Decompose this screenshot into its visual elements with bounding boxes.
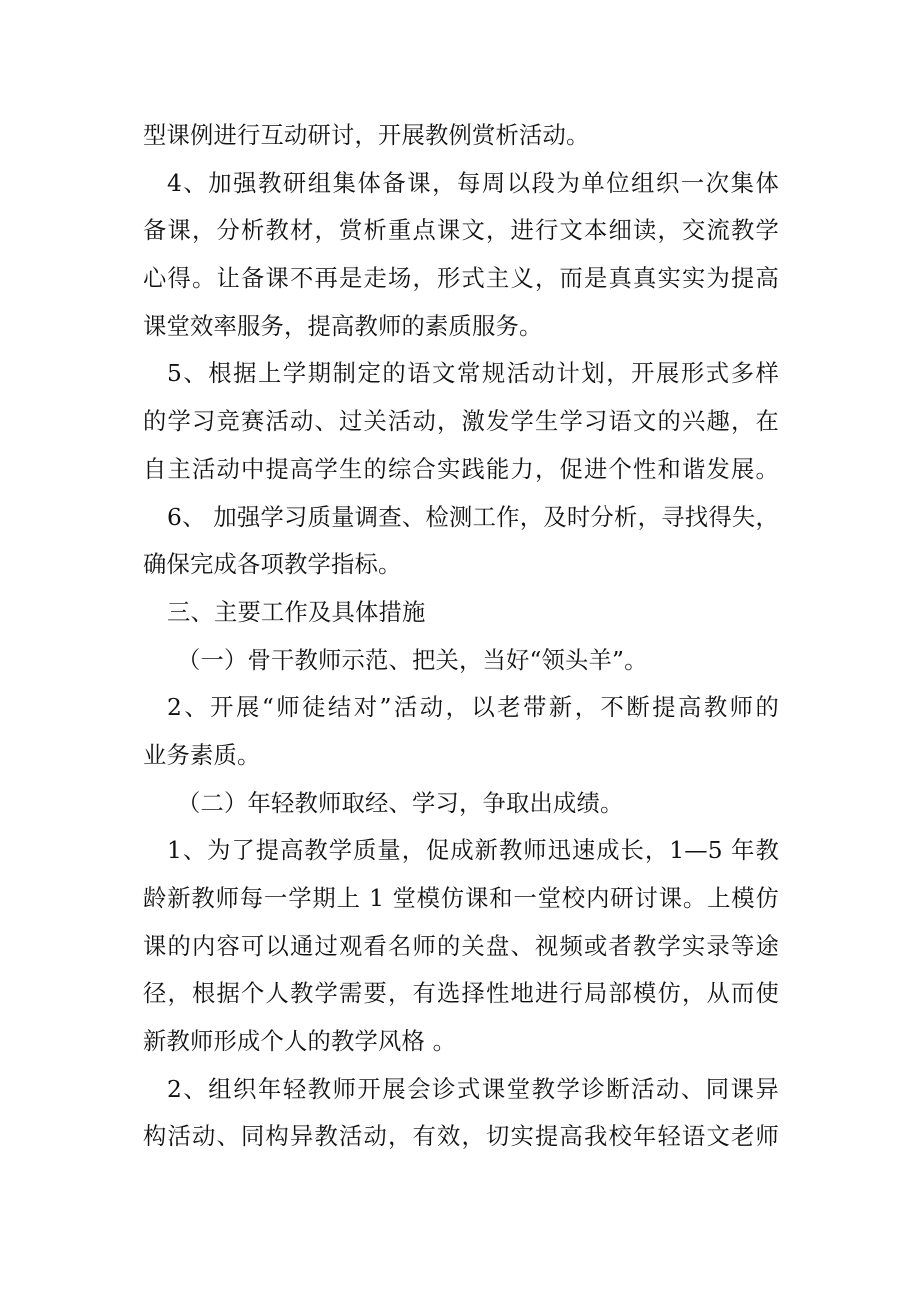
text-line: 自主活动中提高学生的综合实践能力，促进个性和谐发展。	[143, 455, 779, 483]
text-line: 课的内容可以通过观看名师的关盘、视频或者教学实录等途	[143, 932, 779, 960]
text-line: 的学习竞赛活动、过关活动，激发学生学习语文的兴趣，在	[143, 408, 779, 436]
text-line: 龄新教师每一学期上 1 堂模仿课和一堂校内研讨课。上模仿	[143, 885, 779, 912]
text-line: 6、 加强学习质量调查、检测工作，及时分析，寻找得失，	[167, 503, 779, 531]
text-line: 心得。让备课不再是走场，形式主义，而是真真实实为提高	[143, 265, 779, 293]
text-line: 备课，分析教材，赏析重点课文，进行文本细读，交流教学	[143, 217, 779, 245]
text-line: 课堂效率服务，提高教师的素质服务。	[143, 312, 543, 340]
text-line: 构活动、同构异教活动，有效，切实提高我校年轻语文老师	[143, 1123, 779, 1151]
subsection-heading: （二）年轻教师取经、学习，争取出成绩。	[177, 789, 624, 817]
text-line: 5、根据上学期制定的语文常规活动计划，开展形式多样	[167, 360, 779, 388]
text-line: 业务素质。	[143, 741, 261, 769]
text-line: 径，根据个人教学需要，有选择性地进行局部模仿，从而使	[143, 980, 779, 1008]
text-line: 2、组织年轻教师开展会诊式课堂教学诊断活动、同课异	[167, 1075, 779, 1103]
text-line: 4、加强教研组集体备课，每周以段为单位组织一次集体	[167, 169, 779, 197]
text-line: 2、开展“师徒结对”活动，以老带新，不断提高教师的	[167, 694, 779, 722]
text-line: 型课例进行互动研讨，开展教例赏析活动。	[143, 122, 590, 149]
section-heading: 三、主要工作及具体措施	[167, 598, 426, 626]
text-line: 1、为了提高教学质量，促成新教师迅速成长，1—5 年教	[167, 837, 779, 865]
document-body	[143, 112, 779, 1161]
subsection-heading: （一）骨干教师示范、把关，当好“领头羊”。	[177, 646, 648, 674]
text-line: 确保完成各项教学指标。	[143, 551, 402, 579]
text-line: 新教师形成个人的教学风格 。	[143, 1028, 457, 1056]
